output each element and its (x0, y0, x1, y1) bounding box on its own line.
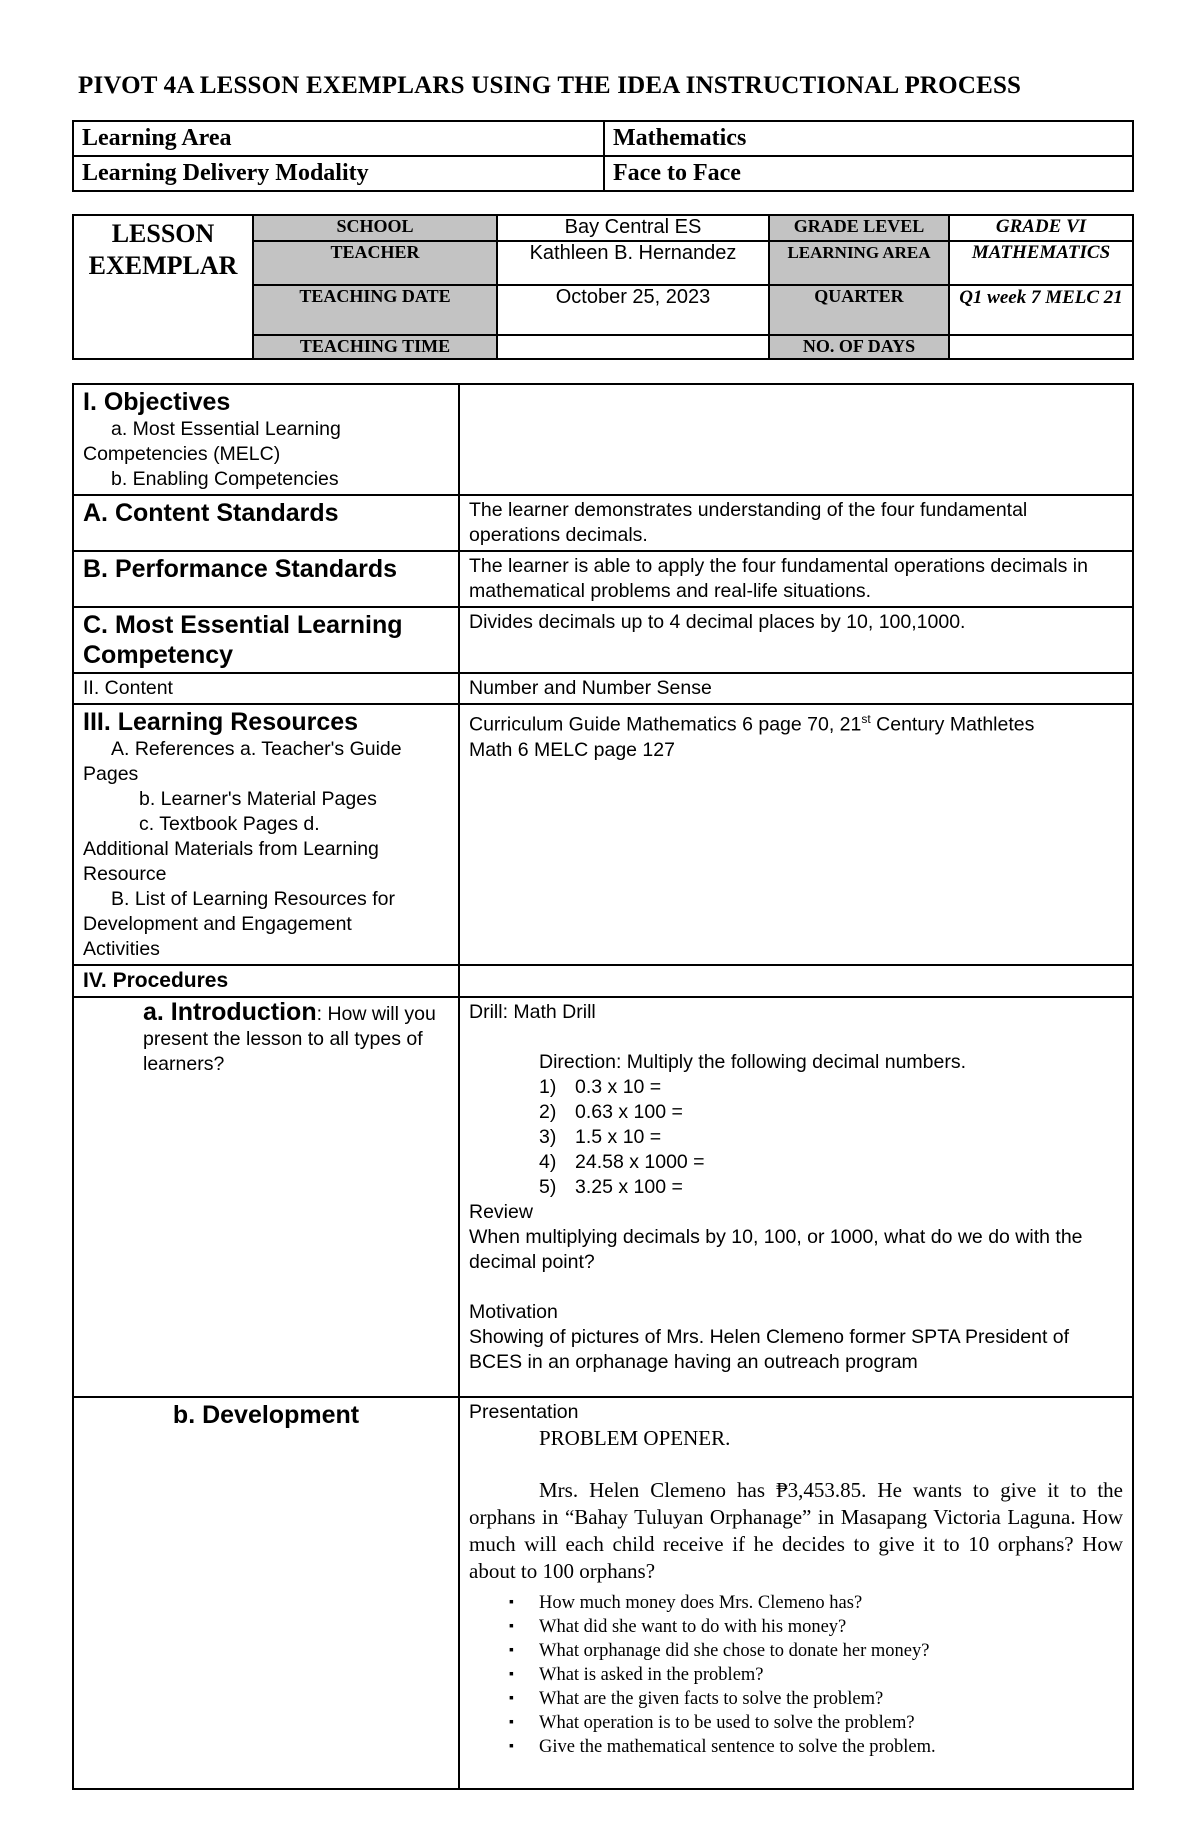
drill-item-number: 5) (539, 1176, 557, 1198)
page-title: PIVOT 4A LESSON EXEMPLARS USING THE IDEA INSTRUCTIONAL PROCESS (78, 72, 1022, 99)
grade-level-value: GRADE VI (949, 215, 1133, 241)
resources-row (73, 704, 1133, 965)
question-item: ▪ What operation is to be used to solve the problem? (539, 1711, 1123, 1735)
objectives-a2: Competencies (MELC) (83, 443, 281, 465)
resources-value-c: Math 6 MELC page 127 (469, 738, 675, 761)
motivation-text: Showing of pictures of Mrs. Helen Clemeno former SPTA President of BCES in an orphanage having an outreach program (469, 1326, 1070, 1373)
learning-area-value-2: MATHEMATICS (949, 241, 1133, 285)
development-label: b. Development (172, 1401, 360, 1429)
teacher-label: TEACHER (253, 241, 497, 285)
grade-level-label: GRADE LEVEL (769, 215, 949, 241)
introduction-question: : How will you present the lesson to all types of learners? (143, 1003, 436, 1075)
teaching-date-value: October 25, 2023 (497, 285, 769, 335)
review-text: When multiplying decimals by 10, 100, or 1000, what do we do with the decimal point? (469, 1226, 1083, 1273)
procedures-heading: IV. Procedures (83, 969, 229, 992)
motivation-label: Motivation (469, 1301, 558, 1323)
melc-label: C. Most Essential Learning Competency (83, 611, 403, 669)
objectives-cell (73, 384, 459, 495)
development-row (73, 1397, 1133, 1789)
melc-row (73, 607, 1133, 673)
drill-item (469, 1125, 1123, 1150)
drill-item (469, 1075, 1123, 1100)
presentation-label: Presentation (469, 1401, 579, 1423)
resources-heading: III. Learning Resources (83, 708, 359, 736)
school-value: Bay Central ES (497, 215, 769, 241)
lesson-main-table (72, 383, 1134, 1790)
drill-title: Drill: Math Drill (469, 1001, 596, 1023)
drill-direction: Direction: Multiply the following decimal numbers. (539, 1051, 967, 1073)
lesson-exemplar-label: LESSON EXEMPLAR (73, 215, 253, 359)
drill-item (469, 1150, 1123, 1175)
development-cell (73, 1397, 459, 1789)
teaching-time-label: TEACHING TIME (253, 335, 497, 359)
problem-opener: PROBLEM OPENER. (539, 1426, 731, 1450)
resources-additional: Additional Materials from Learning (83, 838, 379, 860)
resources-value-b: Century Mathletes (870, 713, 1035, 736)
procedures-value (459, 965, 1133, 997)
drill-item (469, 1100, 1123, 1125)
performance-standards-row (73, 551, 1133, 607)
resources-value (459, 704, 1133, 965)
teaching-date-label: TEACHING DATE (253, 285, 497, 335)
modality-label: Learning Delivery Modality (73, 156, 604, 191)
objectives-heading: I. Objectives (83, 388, 231, 416)
drill-item-number: 3) (539, 1126, 557, 1148)
resources-learner: b. Learner's Material Pages (139, 788, 377, 810)
quarter-value: Q1 week 7 MELC 21 (949, 285, 1133, 335)
content-standards-value: The learner demonstrates understanding of the four fundamental operations decimals. (459, 495, 1133, 551)
teaching-time-value (497, 335, 769, 359)
objectives-a: a. Most Essential Learning (111, 418, 341, 440)
content-standards-row (73, 495, 1133, 551)
resources-cell (73, 704, 459, 965)
introduction-value (459, 997, 1133, 1397)
drill-item (469, 1175, 1123, 1200)
review-label: Review (469, 1201, 533, 1223)
drill-item-question: 0.3 x 10 = (575, 1076, 662, 1098)
procedures-row (73, 965, 1133, 997)
resources-ref-a: A. References a. Teacher's Guide (111, 738, 402, 760)
question-list (469, 1591, 1123, 1759)
learning-area-value: Mathematics (604, 121, 1133, 156)
no-of-days-label: NO. OF DAYS (769, 335, 949, 359)
drill-item-question: 3.25 x 100 = (575, 1176, 683, 1198)
content-standards-label: A. Content Standards (83, 499, 339, 527)
resources-activities: Activities (83, 938, 160, 960)
objectives-b: b. Enabling Competencies (111, 468, 339, 490)
no-of-days-value (949, 335, 1133, 359)
drill-item-number: 4) (539, 1151, 557, 1173)
resources-value-sup: st (861, 712, 871, 726)
resources-list-b: B. List of Learning Resources for (111, 888, 395, 910)
question-item: ▪ What did she want to do with his money? (539, 1615, 1123, 1639)
objectives-value (459, 384, 1133, 495)
question-item: ▪ How much money does Mrs. Clemeno has? (539, 1591, 1123, 1615)
performance-standards-value: The learner is able to apply the four fundamental operations decimals in mathematical problems and real-life situations. (459, 551, 1133, 607)
drill-item-number: 1) (539, 1076, 557, 1098)
drill-items (469, 1075, 1123, 1200)
learning-area-label: Learning Area (73, 121, 604, 156)
content-label: II. Content (73, 673, 459, 704)
development-value (459, 1397, 1133, 1789)
objectives-row (73, 384, 1133, 495)
question-item: ▪ What orphanage did she chose to donate her money? (539, 1639, 1123, 1663)
introduction-label: a. Introduction (143, 998, 317, 1026)
resources-pages: Pages (83, 763, 139, 785)
lesson-header-table (72, 214, 1134, 360)
question-item: ▪ Give the mathematical sentence to solve the problem. (539, 1735, 1123, 1759)
performance-standards-label: B. Performance Standards (83, 555, 397, 583)
content-value: Number and Number Sense (459, 673, 1133, 704)
quarter-label: QUARTER (769, 285, 949, 335)
resources-value-a: Curriculum Guide Mathematics 6 page 70, 21 (469, 713, 862, 736)
drill-item-question: 24.58 x 1000 = (575, 1151, 705, 1173)
question-item: ▪ What are the given facts to solve the problem? (539, 1687, 1123, 1711)
learning-area-table (72, 120, 1134, 192)
introduction-row (73, 997, 1133, 1397)
school-label: SCHOOL (253, 215, 497, 241)
content-row (73, 673, 1133, 704)
melc-value: Divides decimals up to 4 decimal places by 10, 100,1000. (459, 607, 1133, 673)
question-item: ▪ What is asked in the problem? (539, 1663, 1123, 1687)
introduction-cell (73, 997, 459, 1397)
resources-development: Development and Engagement (83, 913, 352, 935)
drill-item-number: 2) (539, 1101, 557, 1123)
problem-text: Mrs. Helen Clemeno has ₱3,453.85. He wants to give it to the orphans in “Bahay Tuluyan Orphanage” in Masapang Victoria Laguna. How much will each child receive if he decides to give it to 10 orphans? How about to 100 orphans? (469, 1478, 1123, 1583)
resources-resource: Resource (83, 863, 167, 885)
modality-value: Face to Face (604, 156, 1133, 191)
drill-item-question: 1.5 x 10 = (575, 1126, 662, 1148)
resources-textbook: c. Textbook Pages d. (139, 813, 320, 835)
learning-area-label-2: LEARNING AREA (769, 241, 949, 285)
drill-item-question: 0.63 x 100 = (575, 1101, 683, 1123)
teacher-value: Kathleen B. Hernandez (497, 241, 769, 285)
